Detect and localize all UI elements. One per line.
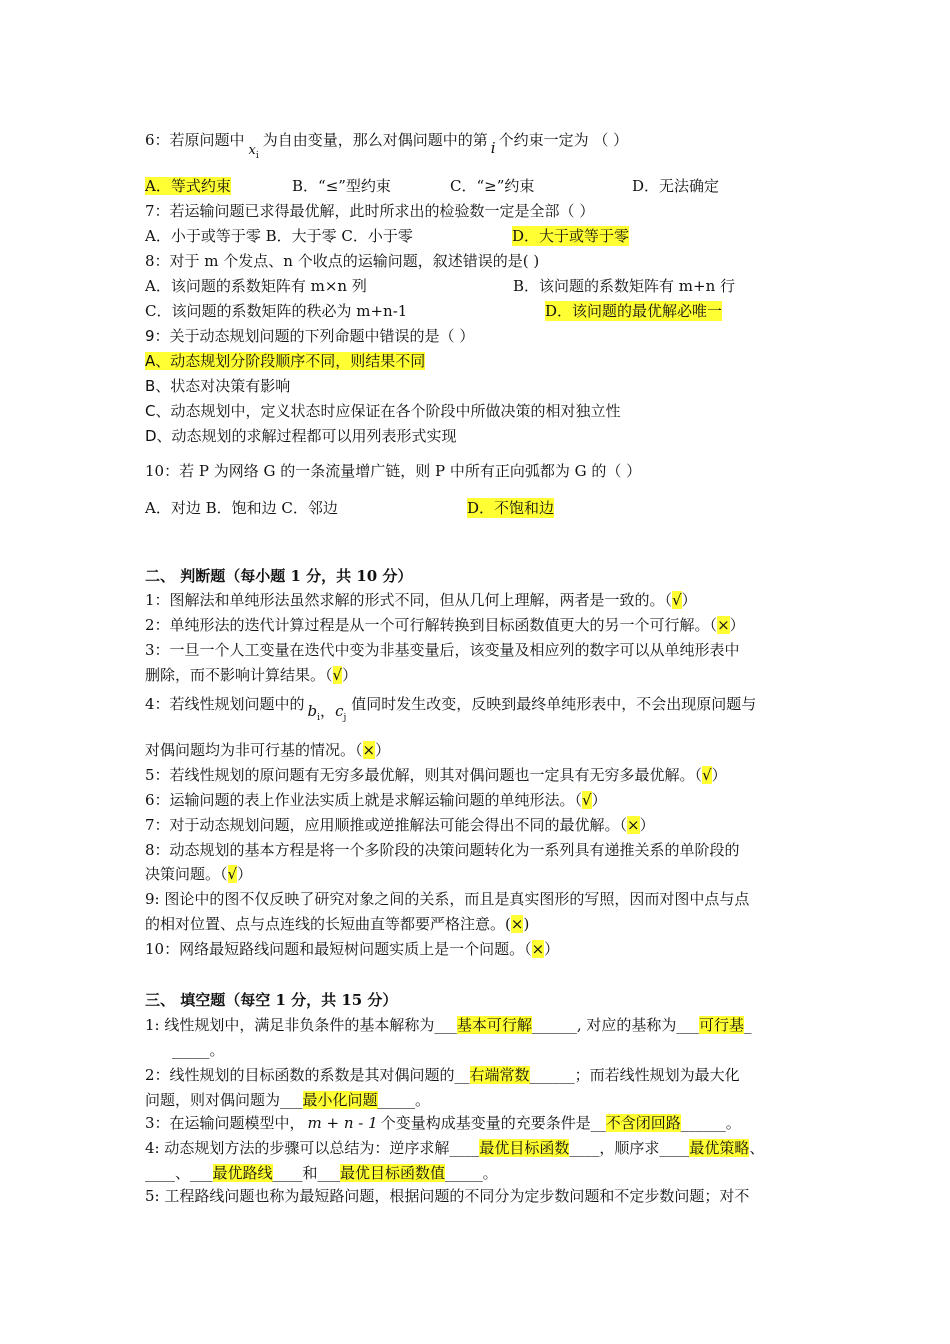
section3-title: 三、 填空题（每空 1 分，共 15 分） xyxy=(145,991,398,1009)
fill-item-1-line2: _____。 xyxy=(172,1041,225,1059)
judge-item-3-line2: 删除，而不影响计算结果。（√） xyxy=(145,666,358,684)
q9-option-d: D、动态规划的求解过程都可以用列表形式实现 xyxy=(145,427,457,445)
judge-item-9-line1: 9: 图论中的图不仅反映了研究对象之间的关系，而且是真实图形的写照，因而对图中点与点 xyxy=(145,890,750,908)
judge-mark: √ xyxy=(702,766,712,784)
judge-mark: × xyxy=(362,741,376,759)
judge-item-4-line1: 4：若线性规划问题中的 $b_i$，$c_j$值同时发生改变，反映到最终单纯形表中，不会出现原问题与 xyxy=(145,695,757,723)
q9-option-a xyxy=(145,351,425,371)
q9-stem: 9：关于动态规划问题的下列命题中错误的是（ ） xyxy=(145,327,475,345)
fill-answer: 不含闭回路 xyxy=(605,1114,681,1132)
judge-item-8-line1: 8：动态规划的基本方程是将一个多阶段的决策问题转化为一系列具有递推关系的单阶段的 xyxy=(145,841,740,859)
fill-answer: 可行基 xyxy=(698,1016,744,1034)
q6-option-a-answer: A．等式约束 xyxy=(145,177,231,195)
judge-item-6: 6：运输问题的表上作业法实质上就是求解运输问题的单纯形法。（√） xyxy=(145,791,607,809)
judge-item-5: 5：若线性规划的原问题有无穷多最优解，则其对偶问题也一定具有无穷多最优解。（√） xyxy=(145,766,727,784)
judge-item-7: 7：对于动态规划问题，应用顺推或逆推解法可能会得出不同的最优解。（×） xyxy=(145,816,655,834)
q8-options-row2: C．该问题的系数矩阵的秩必为 m+n-1 D．该问题的最优解必唯一 xyxy=(145,302,723,320)
judge-mark: √ xyxy=(332,666,343,684)
judge-item-3-line1: 3：一旦一个人工变量在迭代中变为非基变量后，该变量及相应列的数字可以从单纯形表中 xyxy=(145,641,740,659)
judge-item-9-line2: 的相对位置、点与点连线的长短曲直等都要严格注意。(×) xyxy=(145,915,530,933)
fill-item-2-line2: 问题，则对偶问题为___最小化问题_____。 xyxy=(145,1091,431,1109)
judge-item-2: 2：单纯形法的迭代计算过程是从一个可行解转换到目标函数值更大的另一个可行解。（×） xyxy=(145,616,745,634)
fill-item-4-line2: ____、___最优路线____和___最优目标函数值_____。 xyxy=(145,1164,498,1182)
judge-item-10: 10：网络最短路线问题和最短树问题实质上是一个问题。（×） xyxy=(145,940,560,958)
judge-item-1: 1：图解法和单纯形法虽然求解的形式不同，但从几何上理解，两者是一致的。（√） xyxy=(145,591,697,609)
q6-stem: 6：若原问题中$x_i$为自由变量，那么对偶问题中的第 i 个约束一定为 （ ） xyxy=(145,131,629,161)
q10-answer: D．不饱和边 xyxy=(467,499,555,517)
fill-answer: 最优策略 xyxy=(689,1139,750,1157)
fill-item-2-line1: 2：线性规划的目标函数的系数是其对偶问题的__右端常数______；而若线性规划为最大化 xyxy=(145,1066,740,1084)
q7-stem: 7：若运输问题已求得最优解，此时所求出的检验数一定是全部（ ） xyxy=(145,202,595,220)
judge-mark: × xyxy=(510,915,524,933)
judge-item-8-line2: 决策问题。（√） xyxy=(145,865,253,883)
section2-title: 二、 判断题（每小题 1 分，共 10 分） xyxy=(145,567,413,585)
q8-answer: D．该问题的最优解必唯一 xyxy=(545,302,723,320)
fill-answer: 最优路线 xyxy=(212,1164,273,1182)
q9-answer: A、动态规划分阶段顺序不同，则结果不同 xyxy=(145,352,426,370)
judge-mark: √ xyxy=(582,791,592,809)
judge-mark: √ xyxy=(227,865,238,883)
q9-option-c: C、动态规划中，定义状态时应保证在各个阶段中所做决策的相对独立性 xyxy=(145,402,621,420)
q6-options xyxy=(145,176,720,196)
fill-item-3: 3：在运输问题模型中， m + n - 1 个变量构成基变量的充要条件是__不含闭回路______。 xyxy=(145,1114,741,1132)
q6-option-b: B．“≤”型约束 xyxy=(292,177,391,195)
q9-option-b: B、状态对决策有影响 xyxy=(145,377,291,395)
fill-item-4-line1: 4: 动态规划方法的步骤可以总结为：逆序求解____最优目标函数____，顺序求____最优策略、 xyxy=(145,1139,765,1157)
math-expr: m + n - 1 xyxy=(307,1114,378,1132)
q10-options: A．对边 B．饱和边 C．邻边 D．不饱和边 xyxy=(145,499,555,517)
q8-stem: 8：对于 m 个发点、n 个收点的运输问题，叙述错误的是( ) xyxy=(145,252,540,270)
fill-answer: 最优目标函数值 xyxy=(340,1164,446,1182)
fill-answer: 基本可行解 xyxy=(456,1016,532,1034)
q7-options: A．小于或等于零 B．大于零 C．小于零 D．大于或等于零 xyxy=(145,227,630,245)
fill-answer: 最优目标函数 xyxy=(479,1139,570,1157)
q6-var: x xyxy=(248,143,256,158)
judge-mark: × xyxy=(627,816,640,834)
q6-option-d: D．无法确定 xyxy=(632,177,720,195)
fill-item-1-line1: 1: 线性规划中，满足非负条件的基本解称为___基本可行解______, 对应的基称为___可行基_ xyxy=(145,1016,752,1034)
judge-mark: √ xyxy=(672,591,682,609)
q7-answer: D．大于或等于零 xyxy=(512,227,630,245)
q6-idx: i xyxy=(490,139,496,157)
q8-options-row1: A．该问题的系数矩阵有 m×n 列 B．该问题的系数矩阵有 m+n 行 xyxy=(145,277,736,295)
judge-mark: × xyxy=(531,940,545,958)
q6-option-c: C．“≥”约束 xyxy=(450,177,535,195)
judge-mark: × xyxy=(717,616,730,634)
fill-answer: 右端常数 xyxy=(469,1066,530,1084)
q10-stem: 10：若 P 为网络 G 的一条流量增广链，则 P 中所有正向弧都为 G 的（ ） xyxy=(145,462,642,480)
q6-var-sub: i xyxy=(255,151,259,161)
fill-item-5-line1: 5: 工程路线问题也称为最短路问题，根据问题的不同分为定步数问题和不定步数问题；对不 xyxy=(145,1187,750,1205)
judge-item-4-line2: 对偶问题均为非可行基的情况。（×） xyxy=(145,741,391,759)
fill-answer: 最小化问题 xyxy=(302,1091,378,1109)
